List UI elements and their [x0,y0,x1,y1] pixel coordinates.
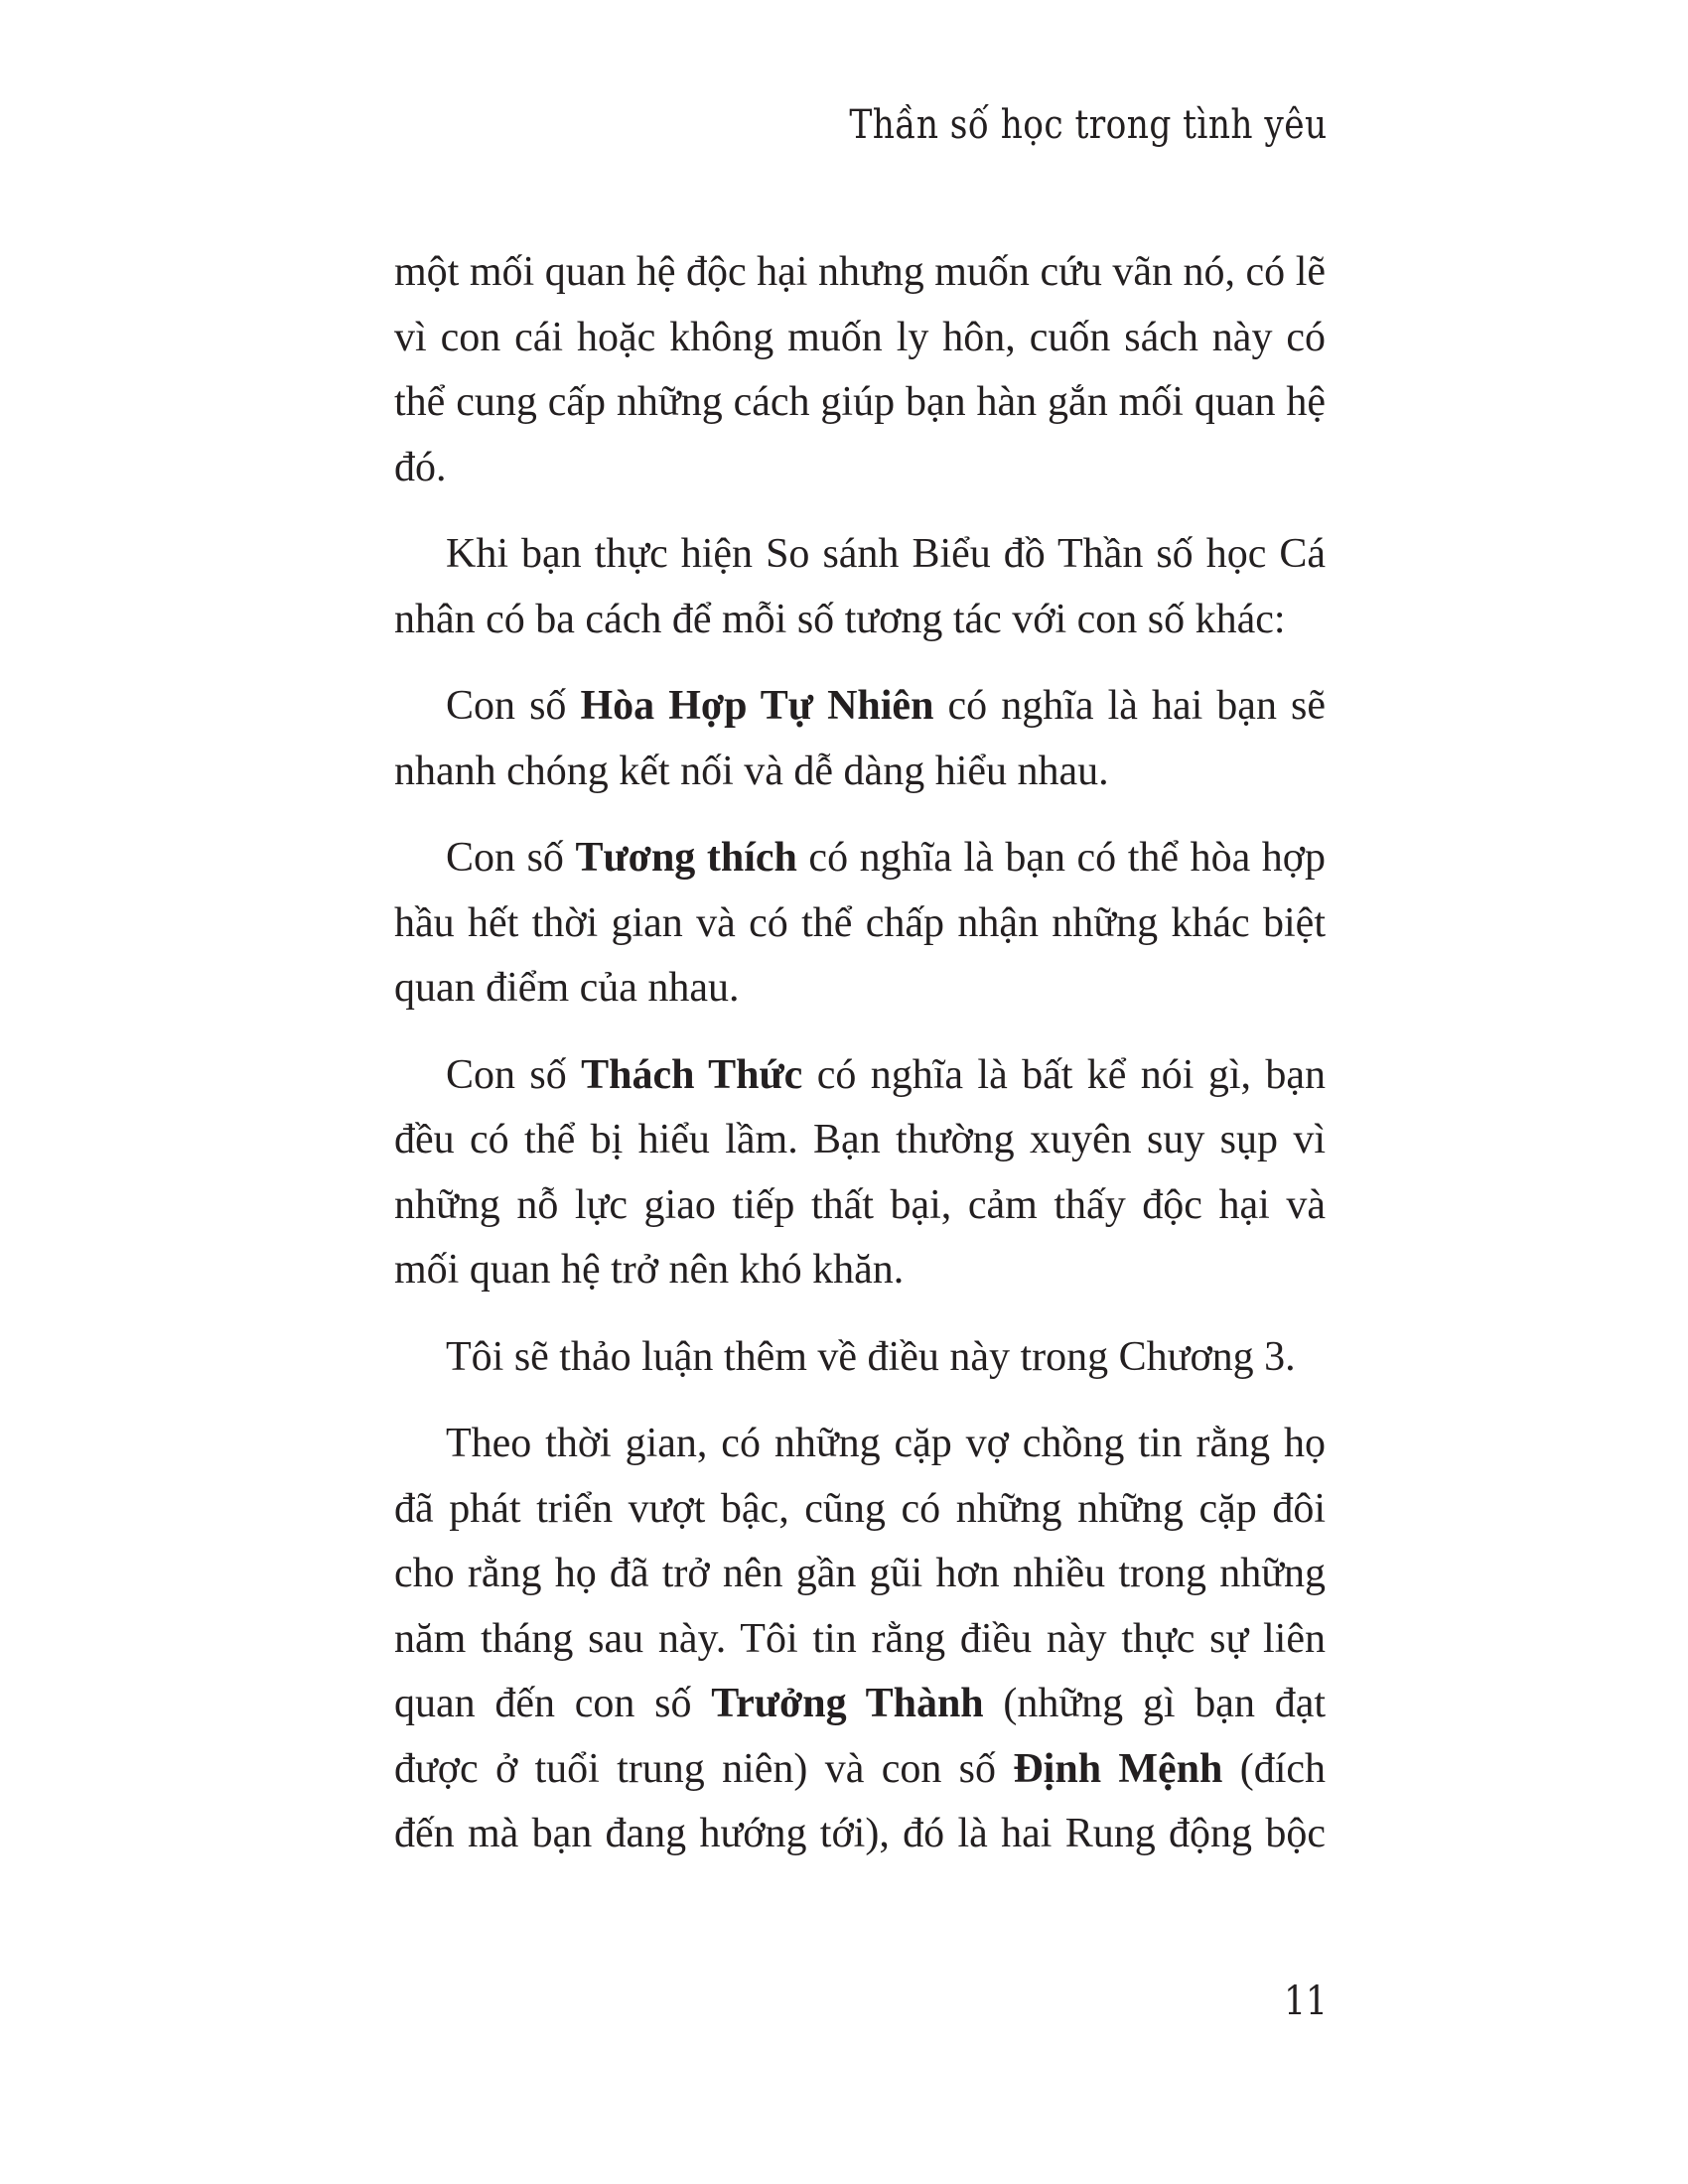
page-number: 11 [1284,1979,1328,2024]
term-hoa-hop-tu-nhien: Hòa Hợp Tự Nhiên [580,683,934,729]
paragraph-5-lead: Con số [446,1051,582,1098]
paragraph-1: một mối quan hệ độc hại nhưng muốn cứu vãn nó, có lẽ vì con cái hoặc không muốn ly hôn, cuốn sách này có thể cung cấp những cách giúp bạn hàn gắn mối quan hệ đó. [394,249,1326,490]
term-thach-thuc: Thách Thức [581,1051,803,1098]
paragraph-7-rest: (đích đến mà bạn đang hướng tới), đó là hai Rung động bộc [394,1745,1327,1856]
paragraph-7 [394,1412,1326,1867]
paragraph-2: Khi bạn thực hiện So sánh Biểu đồ Thần số học Cá nhân có ba cách để mỗi số tương tác với con số khác: [394,531,1326,642]
paragraph-3 [394,674,1326,804]
paragraph-5 [394,1043,1326,1303]
body-text [394,240,1326,1889]
paragraph-4-lead: Con số [446,835,576,881]
term-tuong-thich: Tương thích [575,835,797,881]
paragraph-5-rest: có nghĩa là bất kể nói gì, bạn đều có thể bị hiểu lầm. Bạn thường xuyên suy sụp vì những nỗ lực giao tiếp thất bại, cảm thấy độc hại và mối quan hệ trở nên khó khăn. [394,1051,1326,1293]
term-truong-thanh: Trưởng Thành [711,1681,984,1726]
term-dinh-menh: Định Mệnh [1013,1745,1223,1792]
paragraph-3-rest: có nghĩa là hai bạn sẽ nhanh chóng kết nối và dễ dàng hiểu nhau. [394,683,1326,794]
paragraph-7-middle: (những gì bạn đạt được ở tuổi trung niên) và con số [394,1681,1327,1792]
paragraph-4 [394,826,1326,1022]
paragraph-4-rest: có nghĩa là bạn có thể hòa hợp hầu hết thời gian và có thể chấp nhận những khác biệt quan điểm của nhau. [394,835,1326,1011]
paragraph-7-lead: Theo thời gian, có những cặp vợ chồng tin rằng họ đã phát triển vượt bậc, cũng có những những cặp đôi cho rằng họ đã trở nên gần gũi hơn nhiều trong những năm tháng sau này. Tôi tin rằng điều này thực sự liên quan đến con số [394,1421,1326,1726]
paragraph-6: Tôi sẽ thảo luận thêm về điều này trong Chương 3. [446,1333,1296,1380]
paragraph-3-lead: Con số [446,683,581,729]
running-header: Thần số học trong tình yêu [849,102,1328,148]
